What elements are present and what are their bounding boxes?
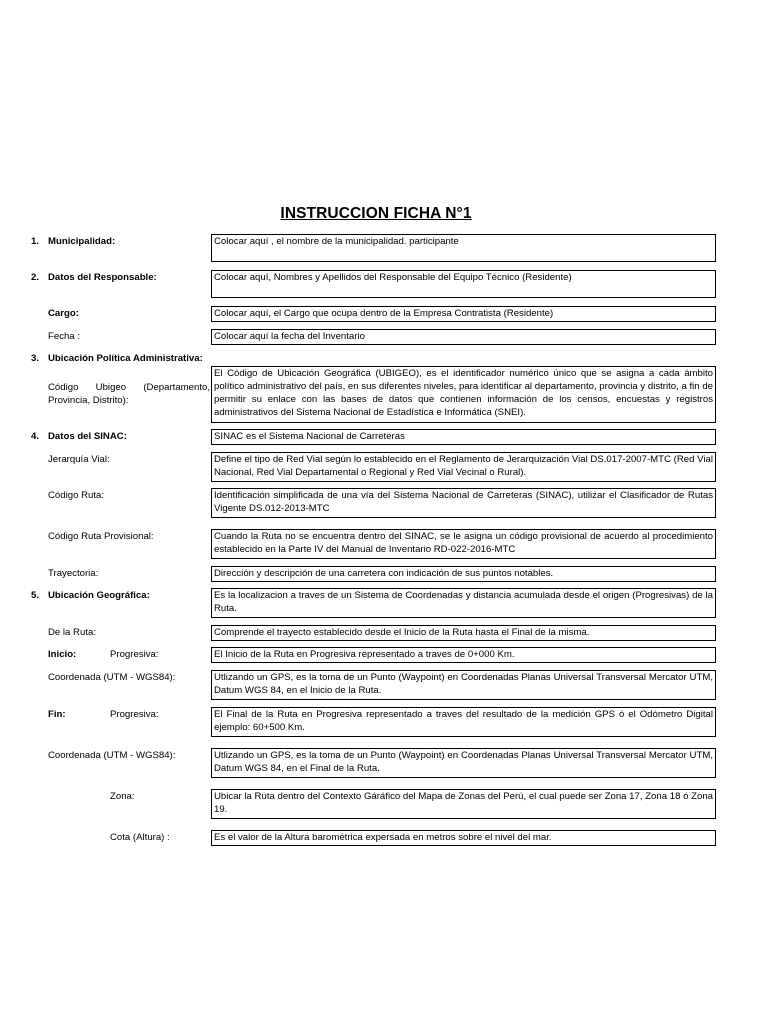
label-de-la-ruta: De la Ruta:	[48, 627, 96, 638]
field-fecha[interactable]: Colocar aquí la fecha del Inventario	[211, 329, 716, 345]
label-datos-responsable: Datos del Responsable:	[48, 272, 157, 283]
field-datos-sinac[interactable]: SINAC es el Sistema Nacional de Carreteras	[211, 429, 716, 445]
label-codigo-ruta: Código Ruta:	[48, 490, 104, 501]
label-cargo: Cargo:	[48, 308, 79, 319]
field-zona[interactable]: Ubicar la Ruta dentro del Contexto Gáráfico del Mapa de Zonas del Perú, el cual puede ser Zona 17, Zona 18 ó Zona 19.	[211, 789, 716, 819]
label-datos-sinac: Datos del SINAC:	[48, 431, 127, 442]
field-coordenada-fin[interactable]: Utlizando un GPS, es la toma de un Punto (Waypoint) en Coordenadas Planas Universal Transversal Mercator UTM, Datum WGS 84, en el Final de la Ruta.	[211, 748, 716, 778]
field-codigo-ruta[interactable]: Identificación simplificada de una vía del Sistema Nacional de Carreteras (SINAC), utilizar el Clasificador de Rutas Vigente DS.012-2013-MTC	[211, 488, 716, 518]
field-de-la-ruta[interactable]: Comprende el trayecto establecido desde el Inicio de la Ruta hasta el Final de la misma.	[211, 625, 716, 641]
field-fin-progresiva[interactable]: El Final de la Ruta en Progresiva representado a traves del resultado de la medición GPS ó el Odómetro Digital ejemplo: 60+500 Km.	[211, 707, 716, 737]
field-jerarquia-vial[interactable]: Define el tipo de Red Vial según lo establecido en el Reglamento de Jerarquización Vial DS.017-2007-MTC (Red Vial Nacional, Red Vial Departamental o Regional y Red Vial Vecinal o Rural).	[211, 452, 716, 482]
item-number: 4.	[31, 431, 40, 442]
label-trayectoria: Trayectoria:	[48, 568, 99, 579]
item-number: 2.	[31, 272, 40, 283]
field-codigo-ubigeo[interactable]: El Código de Ubicación Geográfica (UBIGEO), es el identificador numérico único que se asigna a cada ámbito político administrativo del país, en sus diferentes niveles, para identificar al departamento, provincia y distrito, a fin de permitir su enlace con las bases de datos que contienen información de los censos, encuestas y registros administrativos del Sistema Nacional de Estadística e Informática (SNEI).	[211, 366, 716, 423]
field-cargo[interactable]: Colocar aquí, el Cargo que ocupa dentro de la Empresa Contratista (Residente)	[211, 306, 716, 322]
label-jerarquia-vial: Jerarquía Vial:	[48, 454, 110, 465]
label-codigo-ruta-provisional: Código Ruta Provisional:	[48, 531, 154, 542]
field-municipalidad[interactable]: Colocar aquí , el nombre de la municipalidad. participante	[211, 234, 716, 262]
field-cota[interactable]: Es el valor de la Altura barométrica expersada en metros sobre el nivel del mar.	[211, 830, 716, 846]
label-cota: Cota (Altura) :	[110, 832, 170, 843]
label-coordenada-inicio: Coordenada (UTM - WGS84):	[48, 672, 176, 683]
label-fin-progresiva: Progresiva:	[110, 709, 159, 720]
label-codigo-ubigeo: Código Ubigeo (Departamento, Provincia, Distrito):	[48, 382, 210, 406]
label-inicio-progresiva: Progresiva:	[110, 649, 159, 660]
field-coordenada-inicio[interactable]: Utlizando un GPS, es la toma de un Punto (Waypoint) en Coordenadas Planas Universal Transversal Mercator UTM, Datum WGS 84, en el Inicio de la Ruta.	[211, 670, 716, 700]
label-coordenada-fin: Coordenada (UTM - WGS84):	[48, 750, 176, 761]
label-inicio: Inicio:	[48, 649, 77, 660]
field-trayectoria[interactable]: Dirección y descripción de una carretera con indicación de sus puntos notables.	[211, 566, 716, 582]
label-ubicacion-politica: Ubicación Política Administrativa:	[48, 353, 203, 364]
label-municipalidad: Municipalidad:	[48, 236, 116, 247]
item-number: 3.	[31, 353, 40, 364]
label-zona: Zona:	[110, 791, 135, 802]
label-ubicacion-geografica: Ubicación Geográfica:	[48, 590, 150, 601]
item-number: 5.	[31, 590, 40, 601]
field-codigo-ruta-provisional[interactable]: Cuando la Ruta no se encuentra dentro del SINAC, se le asigna un código provisional de acuerdo al procedimiento establecido en la Parte IV del Manual de Inventario RD-022-2016-MTC	[211, 529, 716, 559]
item-number: 1.	[31, 236, 40, 247]
field-inicio-progresiva[interactable]: El Inicio de la Ruta en Progresiva representado a traves de 0+000 Km.	[211, 647, 716, 663]
page-title: INSTRUCCION FICHA N°1	[280, 205, 472, 222]
label-fecha: Fecha :	[48, 331, 80, 342]
label-fin: Fin:	[48, 709, 66, 720]
field-datos-responsable[interactable]: Colocar aquí, Nombres y Apellidos del Responsable del Equipo Técnico (Residente)	[211, 270, 716, 298]
field-ubicacion-geografica[interactable]: Es la localizacion a traves de un Sistema de Coordenadas y distancia acumulada desde el origen (Progresivas) de la Ruta.	[211, 588, 716, 618]
